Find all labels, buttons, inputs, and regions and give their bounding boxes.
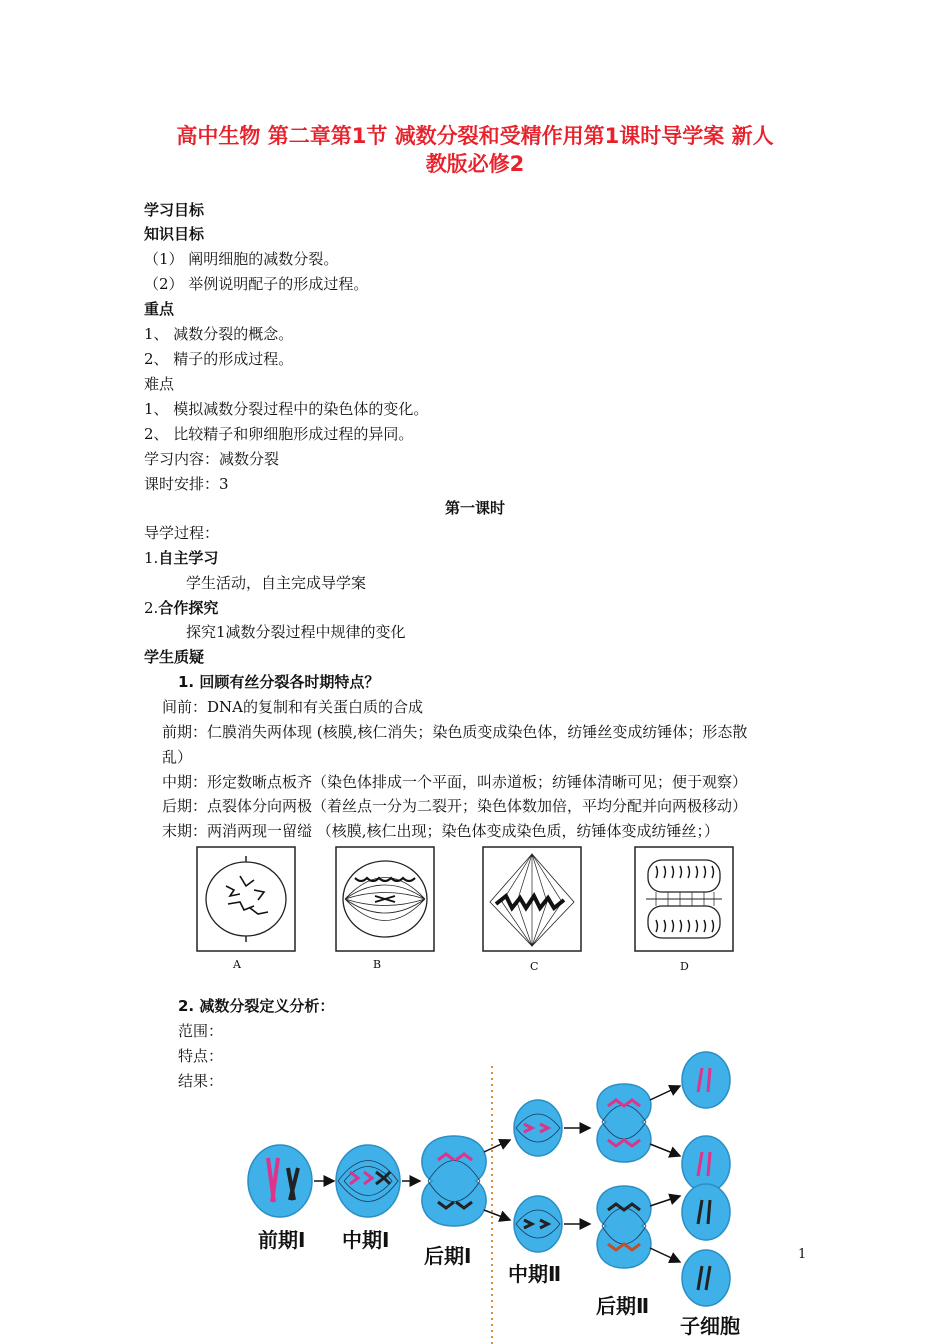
step-2 [144,598,218,618]
page-number: 1 [798,1247,807,1262]
mitosis-label-d: D [680,960,689,973]
step-2-number: 2. [144,599,159,617]
feature-label: 特点： [178,1047,224,1065]
scope-label: 范围： [178,1022,224,1040]
label-metaphase-2: 中期Ⅱ [508,1262,562,1286]
title-line-1: 高中生物 第二章第1节 减数分裂和受精作用第1课时导学案 新人 [176,124,774,148]
mitosis-figure-d [634,846,734,952]
step-2-title: 合作探究 [158,599,219,617]
meiosis-diagram [240,1040,760,1344]
mitosis-label-c: C [530,960,539,973]
section-first-lesson: 第一课时 [444,499,505,517]
question-2: 2. 减数分裂定义分析： [178,997,335,1015]
anaphase-text: 后期：点裂体分向两极（着丝点一分为二裂开；染色体数加倍，平均分配并向两极移动） [162,797,748,815]
heading-key-points: 重点 [144,300,175,318]
step-1-number: 1. [144,549,159,567]
step-2-detail: 探究1减数分裂过程中规律的变化 [186,623,406,641]
label-daughter-cells: 子细胞 [680,1314,740,1338]
mitosis-figure-b [335,846,435,952]
label-metaphase-1: 中期Ⅰ [342,1228,390,1252]
question-1: 1. 回顾有丝分裂各时期特点？ [178,673,380,691]
interphase-text: 间前：DNA的复制和有关蛋白质的合成 [162,698,423,716]
label-anaphase-2: 后期Ⅱ [596,1294,650,1318]
step-1-detail: 学生活动，自主完成导学案 [186,574,367,592]
label-prophase-1: 前期Ⅰ [258,1228,306,1252]
learning-content: 学习内容：减数分裂 [144,450,280,468]
title-line-2: 教版必修2 [425,152,525,176]
difficulty-2: 2、 比较精子和卵细胞形成过程的异同。 [144,425,414,443]
lesson-schedule: 课时安排：3 [144,475,229,493]
document-title [120,122,830,178]
prophase-text: 前期：仁膜消失两体现 (核膜,核仁消失；染色质变成染色体，纺锤丝变成纺锤体；形态散 [162,723,748,741]
metaphase-text: 中期：形定数晰点板齐（染色体排成一个平面，叫赤道板；纺锤体清晰可见；便于观察） [162,773,748,791]
mitosis-figure-a [196,846,296,952]
difficulty-1: 1、 模拟减数分裂过程中的染色体的变化。 [144,400,429,418]
heading-difficulties: 难点 [144,375,175,393]
mitosis-label-a: A [233,958,241,971]
mitosis-figure-c [482,846,582,952]
heading-knowledge-goals: 知识目标 [144,225,205,243]
step-1 [144,548,218,568]
goal-item-1: （1） 阐明细胞的减数分裂。 [144,250,339,268]
prophase-text-cont: 乱） [162,748,193,766]
heading-student-questions: 学生质疑 [144,648,205,666]
mitosis-label-b: B [373,958,382,971]
guide-process: 导学过程： [144,524,220,542]
result-label: 结果： [178,1072,224,1090]
key-point-1: 1、 减数分裂的概念。 [144,325,294,343]
step-1-title: 自主学习 [158,549,219,567]
telophase-text: 末期：两消两现一留缢 （核膜,核仁出现；染色体变成染色质，纺锤体变成纺锤丝；） [162,822,720,840]
goal-item-2: （2） 举例说明配子的形成过程。 [144,275,369,293]
label-anaphase-1: 后期Ⅰ [424,1244,472,1268]
heading-learning-goals: 学习目标 [144,201,205,219]
key-point-2: 2、 精子的形成过程。 [144,350,294,368]
